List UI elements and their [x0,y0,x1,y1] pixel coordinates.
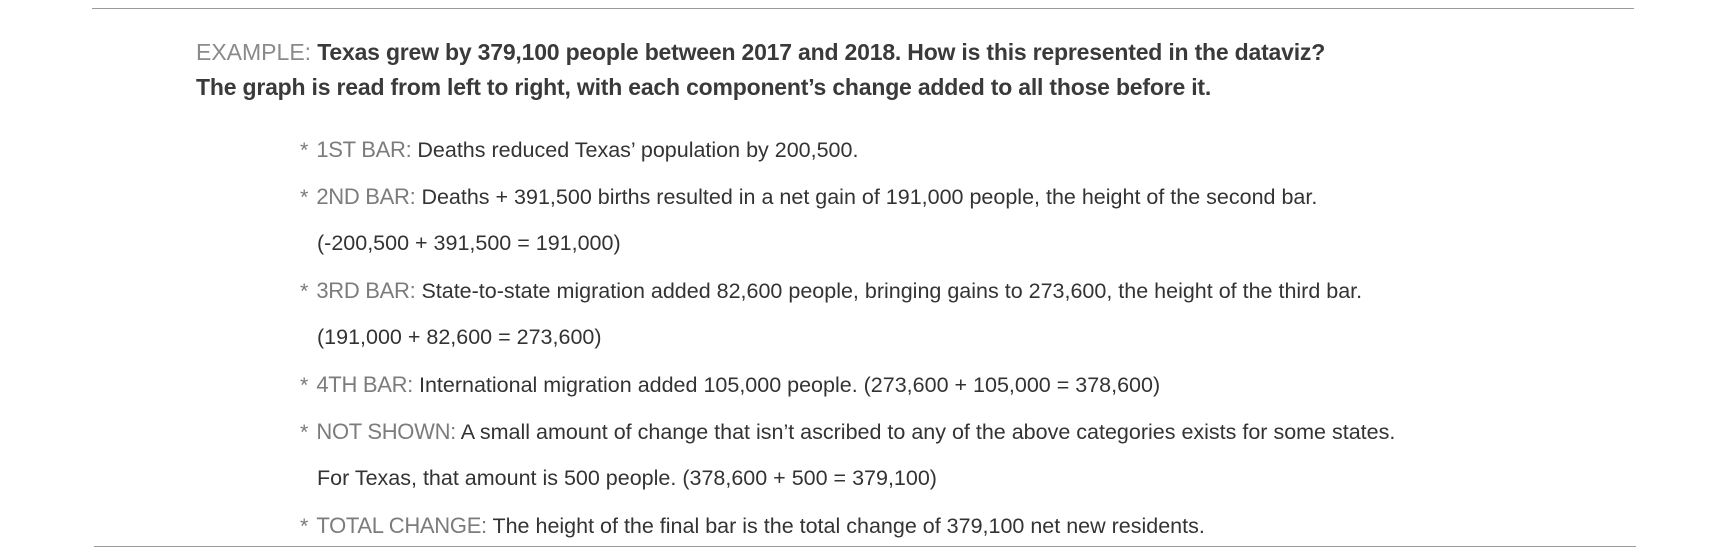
bottom-divider [94,546,1636,547]
headline-text-1: Texas grew by 379,100 people between 2017 and 2018. How is this represented in the dataviz? [317,39,1326,65]
item-text: International migration added 105,000 people. (273,600 + 105,000 = 378,600) [418,373,1161,397]
bullet-marker: * [300,138,309,162]
list-item-not-shown [300,408,1680,455]
item-label: 4TH BAR: [316,372,413,397]
bullet-marker: * [300,514,309,538]
bar-explanation-list [300,126,1680,549]
list-item-1st-bar [300,126,1680,173]
headline-line-2: The graph is read from left to right, with each component’s change added to all those before it. [196,74,1212,100]
item-text: State-to-state migration added 82,600 people, bringing gains to 273,600, the height of the third bar. [421,279,1363,303]
item-continuation: For Texas, that amount is 500 people. (378,600 + 500 = 379,100) [317,466,937,490]
list-item-total-change [300,502,1680,549]
list-item-4th-bar [300,361,1680,408]
example-prefix: EXAMPLE: [196,39,312,65]
top-divider [92,8,1634,9]
item-text: Deaths reduced Texas’ population by 200,500. [417,138,859,162]
item-label: 3RD BAR: [316,278,416,303]
item-label: 1ST BAR: [316,137,412,162]
bullet-marker: * [300,373,309,397]
item-label: TOTAL CHANGE: [316,513,487,538]
list-item-2nd-bar [300,173,1680,220]
bullet-marker: * [300,420,309,444]
headline-line-1 [196,35,1646,70]
item-text: The height of the final bar is the total change of 379,100 net new residents. [492,514,1205,538]
item-text: A small amount of change that isn’t ascribed to any of the above categories exists for some states. [460,420,1396,444]
item-continuation: (191,000 + 82,600 = 273,600) [317,325,602,349]
item-label: 2ND BAR: [316,184,416,209]
bullet-marker: * [300,185,309,209]
list-item-3rd-bar [300,267,1680,314]
bullet-marker: * [300,279,309,303]
example-headline [196,35,1646,105]
item-text: Deaths + 391,500 births resulted in a net gain of 191,000 people, the height of the second bar. [421,185,1318,209]
item-continuation: (-200,500 + 391,500 = 191,000) [317,231,621,255]
item-label: NOT SHOWN: [316,419,456,444]
